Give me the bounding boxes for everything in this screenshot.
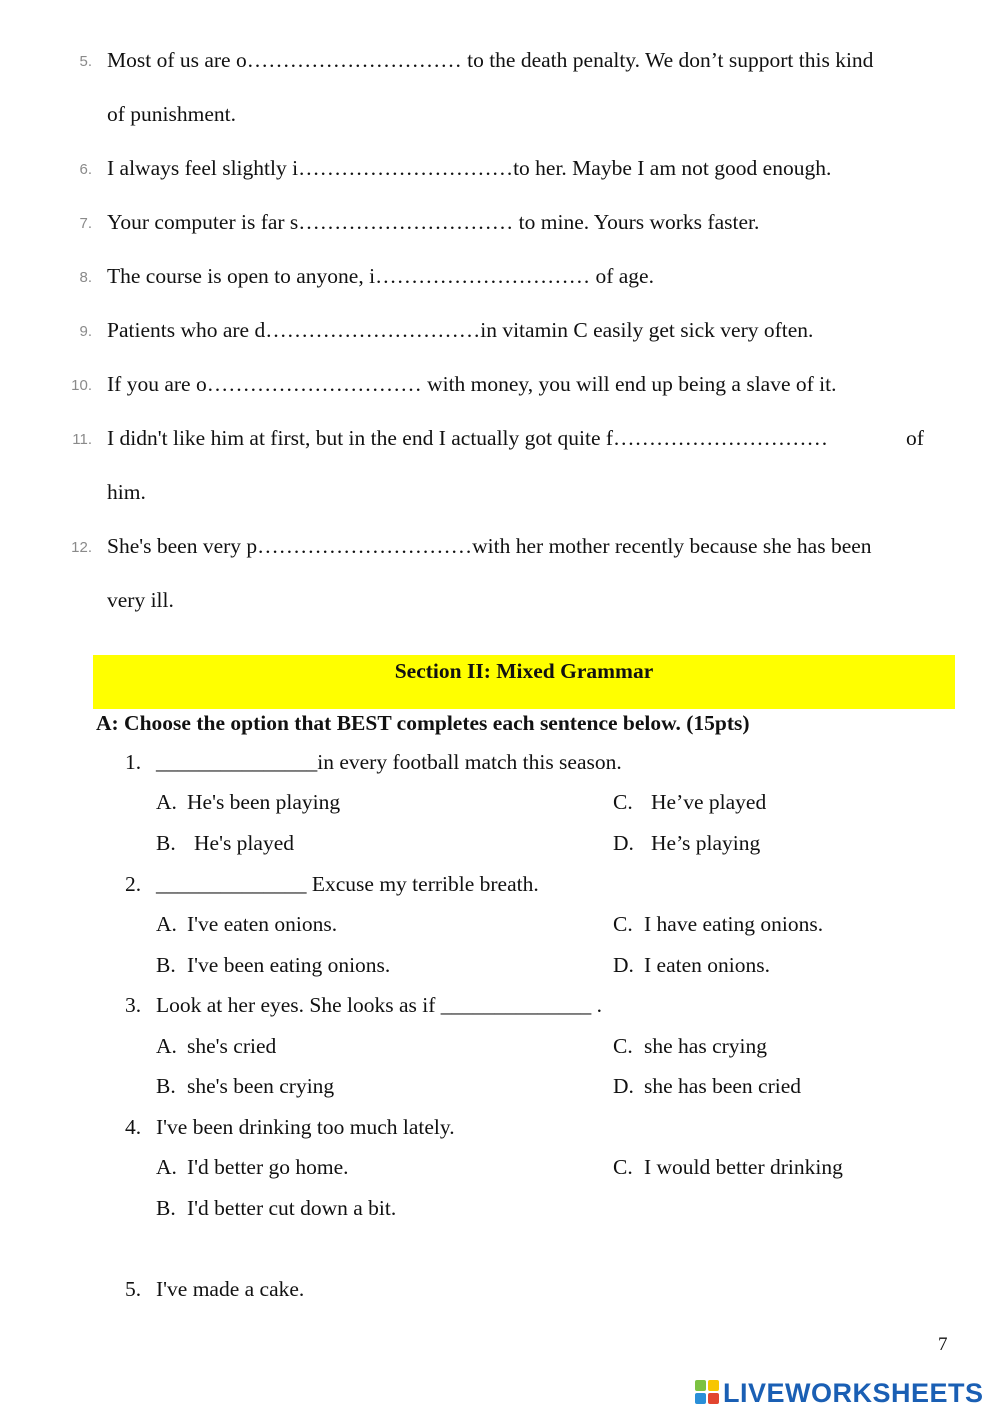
option-4c[interactable] <box>613 1155 843 1180</box>
option-text: He’ve played <box>651 790 767 814</box>
item-number: 11. <box>72 431 92 448</box>
option-letter: C. <box>613 790 633 814</box>
option-text: I've been eating onions. <box>187 953 391 977</box>
option-text: she has crying <box>644 1034 767 1058</box>
item-number: 10. <box>71 377 92 394</box>
question-number: 3. <box>125 993 142 1017</box>
option-1b[interactable] <box>156 831 294 856</box>
option-letter: B. <box>156 953 176 977</box>
option-text: He’s playing <box>651 831 761 855</box>
option-3d[interactable] <box>613 1074 801 1099</box>
item-text: Most of us are o………………………… to the death penalty. We don’t support this kind <box>107 48 874 72</box>
question-stem: _______________in every football match this season. <box>156 750 622 774</box>
option-3c[interactable] <box>613 1034 767 1059</box>
vocab-item-12-continuation <box>0 588 1000 618</box>
item-number: 6. <box>79 161 92 178</box>
logo-grid-icon <box>695 1380 721 1406</box>
question-stem: Look at her eyes. She looks as if ______________ . <box>156 993 603 1017</box>
item-continuation: of punishment. <box>107 102 236 126</box>
option-text: I've eaten onions. <box>187 912 338 936</box>
question-number: 2. <box>125 872 142 896</box>
vocab-item-7 <box>0 210 1000 240</box>
option-text: He's played <box>194 831 294 855</box>
option-4b[interactable] <box>156 1196 396 1221</box>
item-continuation: very ill. <box>107 588 174 612</box>
option-text: I would better drinking <box>644 1155 843 1179</box>
option-letter: A. <box>156 790 177 814</box>
liveworksheets-logo <box>695 1378 984 1408</box>
option-letter: A. <box>156 1034 177 1058</box>
question-1 <box>125 750 622 775</box>
option-letter: A. <box>156 1155 177 1179</box>
item-text: She's been very p…………………………with her mother recently because she has been <box>107 534 872 558</box>
item-text: I didn't like him at first, but in the end I actually got quite f………………………… <box>107 426 829 450</box>
question-5 <box>125 1277 304 1302</box>
vocab-item-11 <box>0 426 1000 456</box>
question-stem: ______________ Excuse my terrible breath. <box>156 872 539 896</box>
option-letter: B. <box>156 831 176 855</box>
option-text: I'd better cut down a bit. <box>187 1196 397 1220</box>
option-letter: C. <box>613 1034 633 1058</box>
option-text: I eaten onions. <box>644 953 770 977</box>
option-text: she's been crying <box>187 1074 335 1098</box>
option-1a[interactable] <box>156 790 340 815</box>
option-text: I'd better go home. <box>187 1155 349 1179</box>
question-number: 1. <box>125 750 142 774</box>
option-text: I have eating onions. <box>644 912 824 936</box>
vocab-item-8 <box>0 264 1000 294</box>
option-letter: C. <box>613 1155 633 1179</box>
option-text: He's been playing <box>187 790 341 814</box>
question-stem: I've been drinking too much lately. <box>156 1115 455 1139</box>
item-text: Your computer is far s………………………… to mine. Yours works faster. <box>107 210 760 234</box>
option-letter: B. <box>156 1074 176 1098</box>
option-2b[interactable] <box>156 953 390 978</box>
item-number: 5. <box>79 53 92 70</box>
option-1d[interactable] <box>613 831 760 856</box>
option-3a[interactable] <box>156 1034 276 1059</box>
item-number: 12. <box>71 539 92 556</box>
question-3 <box>125 993 602 1018</box>
option-letter: C. <box>613 912 633 936</box>
item-text: Patients who are d…………………………in vitamin C easily get sick very often. <box>107 318 814 342</box>
item-text: If you are o………………………… with money, you will end up being a slave of it. <box>107 372 837 396</box>
vocab-item-5-continuation <box>0 102 1000 132</box>
option-1c[interactable] <box>613 790 766 815</box>
question-number: 5. <box>125 1277 142 1301</box>
page-number: 7 <box>938 1334 948 1355</box>
question-2 <box>125 872 539 897</box>
question-number: 4. <box>125 1115 142 1139</box>
item-text: The course is open to anyone, i………………………… of age. <box>107 264 654 288</box>
option-text: she has been cried <box>644 1074 801 1098</box>
logo-text: LIVEWORKSHEETS <box>723 1377 984 1408</box>
option-text: she's cried <box>187 1034 277 1058</box>
option-letter: B. <box>156 1196 176 1220</box>
option-2a[interactable] <box>156 912 337 937</box>
vocab-item-5 <box>0 48 1000 78</box>
option-2c[interactable] <box>613 912 823 937</box>
question-4 <box>125 1115 455 1140</box>
option-letter: D. <box>613 831 634 855</box>
part-heading: A: Choose the option that BEST completes each sentence below. (15pts) <box>96 711 750 735</box>
vocab-item-9 <box>0 318 1000 348</box>
option-letter: D. <box>613 953 634 977</box>
item-number: 8. <box>79 269 92 286</box>
section-title: Section II: Mixed Grammar <box>394 659 654 683</box>
vocab-item-11-continuation <box>0 480 1000 510</box>
option-letter: A. <box>156 912 177 936</box>
option-2d[interactable] <box>613 953 770 978</box>
option-3b[interactable] <box>156 1074 334 1099</box>
item-number: 9. <box>79 323 92 340</box>
vocab-item-10 <box>0 372 1000 402</box>
item-text-end: of <box>906 426 924 450</box>
question-stem: I've made a cake. <box>156 1277 305 1301</box>
option-4a[interactable] <box>156 1155 349 1180</box>
vocab-item-6 <box>0 156 1000 186</box>
vocab-item-12 <box>0 534 1000 564</box>
section-banner <box>93 655 955 709</box>
option-letter: D. <box>613 1074 634 1098</box>
item-continuation: him. <box>107 480 146 504</box>
item-text: I always feel slightly i…………………………to her. Maybe I am not good enough. <box>107 156 832 180</box>
item-number: 7. <box>79 215 92 232</box>
